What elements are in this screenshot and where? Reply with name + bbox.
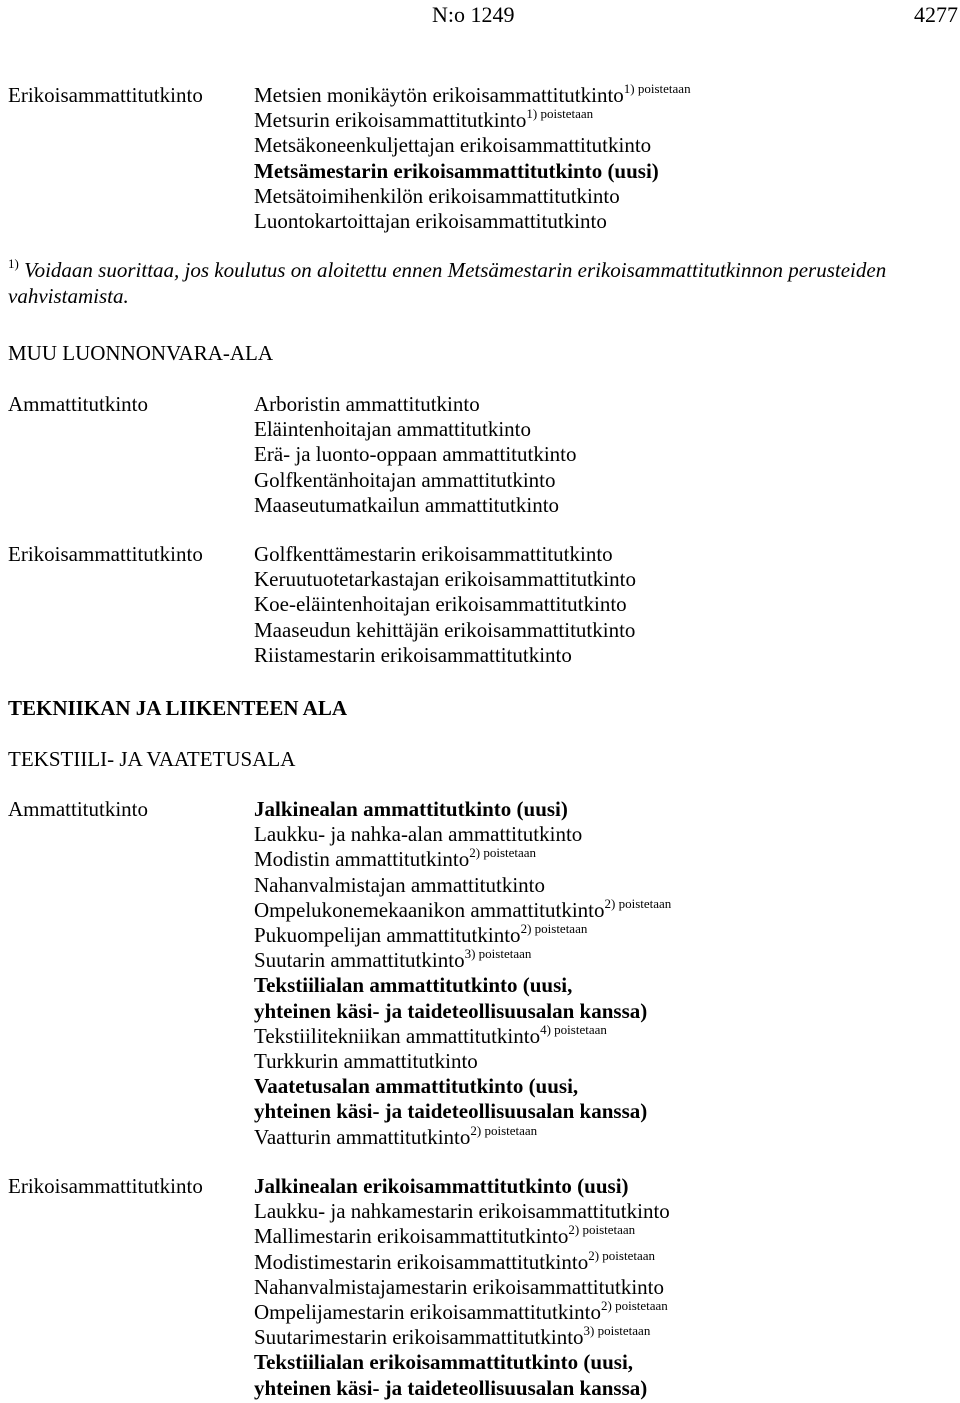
footnote-reference: 2) poistetaan xyxy=(568,1222,636,1238)
qualification-item xyxy=(254,83,958,108)
section-heading xyxy=(8,746,958,772)
qualification-item xyxy=(254,567,958,592)
qualification-name: Turkkurin ammattitutkinto xyxy=(254,1049,478,1074)
qualification-item xyxy=(254,1247,958,1275)
qualification-item xyxy=(254,1275,958,1300)
qualification-item xyxy=(254,1199,958,1224)
qualification-name: Riistamestarin erikoisammattitutkinto xyxy=(254,642,572,667)
qualification-item xyxy=(254,542,958,567)
qualification-list xyxy=(254,83,958,234)
qualification-list xyxy=(254,797,958,1150)
qualification-item xyxy=(254,468,958,493)
section-heading xyxy=(8,340,958,366)
qualification-name: Jalkinealan ammattitutkinto (uusi) xyxy=(254,797,568,821)
qualification-list xyxy=(254,542,958,668)
qualification-item xyxy=(254,973,958,998)
qualification-item xyxy=(254,873,958,898)
qualification-item xyxy=(254,1376,958,1401)
qualification-name: Ompelijamestarin erikoisammattitutkinto xyxy=(254,1300,602,1325)
qualification-item xyxy=(254,797,958,822)
qualification-item xyxy=(254,1224,958,1249)
qualification-item xyxy=(254,618,958,643)
qualification-list xyxy=(254,1174,958,1401)
qualification-item xyxy=(254,108,958,133)
qualification-item xyxy=(254,1074,958,1099)
qualification-item xyxy=(254,1174,958,1199)
section-title-tekstiili: TEKSTIILI- JA VAATETUSALA xyxy=(8,747,296,771)
qualification-item xyxy=(254,1122,958,1150)
qualification-name: Laukku- ja nahkamestarin erikoisammattitutkinto xyxy=(254,1199,670,1224)
qualification-name: Suutarimestarin erikoisammattitutkinto xyxy=(254,1325,584,1350)
qualification-name: Metsämestarin erikoisammattitutkinto (uusi) xyxy=(254,158,659,183)
qualification-name: Eläintenhoitajan ammattitutkinto xyxy=(254,417,532,442)
footnote-reference: 2) poistetaan xyxy=(588,1247,656,1263)
qualification-type-label: Ammattitutkinto xyxy=(8,797,148,821)
qualification-name: yhteinen käsi- ja taideteollisuusalan kanssa) xyxy=(254,1375,648,1400)
qualification-name: Laukku- ja nahka-alan ammattitutkinto xyxy=(254,822,583,847)
qualification-name: Arboristin ammattitutkinto xyxy=(254,392,480,416)
qualification-item xyxy=(254,923,958,948)
qualification-item xyxy=(254,948,958,973)
qualification-name: Keruutuotetarkastajan erikoisammattitutkinto xyxy=(254,567,636,592)
qualification-name: Suutarin ammattitutkinto xyxy=(254,948,465,973)
qualification-item xyxy=(254,999,958,1024)
qualification-name: Metsien monikäytön erikoisammattitutkinto xyxy=(254,83,624,107)
page-header xyxy=(0,2,960,30)
footnote xyxy=(8,257,958,309)
footnote-reference: 2) poistetaan xyxy=(601,1298,668,1314)
qualification-list xyxy=(254,392,958,518)
qualification-name: Metsurin erikoisammattitutkinto xyxy=(254,108,527,133)
footnote-reference: 2) poistetaan xyxy=(469,845,537,861)
qualification-name: Luontokartoittajan erikoisammattitutkinto xyxy=(254,209,607,234)
qualification-item xyxy=(254,592,958,617)
qualification-name: Metsätoimihenkilön erikoisammattitutkinto xyxy=(254,183,620,208)
qualification-type-label: Ammattitutkinto xyxy=(8,392,148,416)
qualification-type-label: Erikoisammattitutkinto xyxy=(8,1174,203,1198)
qualification-name: Vaatetusalan ammattitutkinto (uusi, xyxy=(254,1074,579,1099)
qualification-item xyxy=(254,209,958,234)
qualification-name: Pukuompelijan ammattitutkinto xyxy=(254,923,521,948)
section-heading xyxy=(8,695,958,721)
qualification-item xyxy=(254,1300,958,1325)
qualification-name: Jalkinealan erikoisammattitutkinto (uusi) xyxy=(254,1174,629,1198)
qualification-name: Tekstiilialan erikoisammattitutkinto (uusi, xyxy=(254,1350,634,1375)
qualification-name: Mallimestarin erikoisammattitutkinto xyxy=(254,1224,569,1249)
qualification-name: Erä- ja luonto-oppaan ammattitutkinto xyxy=(254,442,577,467)
qualification-item xyxy=(254,1049,958,1074)
qualification-name: Koe-eläintenhoitajan erikoisammattitutkinto xyxy=(254,592,627,617)
qualification-item xyxy=(254,847,958,872)
qualification-type-label: Erikoisammattitutkinto xyxy=(8,542,203,566)
qualification-name: Modistin ammattitutkinto xyxy=(254,847,470,872)
section-title-tekniikan: TEKNIIKAN JA LIIKENTEEN ALA xyxy=(8,696,348,720)
qualification-name: Golfkentänhoitajan ammattitutkinto xyxy=(254,467,556,492)
section-title-muu-luonnonvara: MUU LUONNONVARA-ALA xyxy=(8,341,274,365)
qualification-item xyxy=(254,643,958,668)
qualification-item xyxy=(254,184,958,209)
qualification-name: Ompelukonemekaanikon ammattitutkinto xyxy=(254,897,605,922)
footnote-text: Voidaan suorittaa, jos koulutus on aloitettu ennen Metsämestarin erikoisammattitutkinnon perusteiden vahvistamista. xyxy=(8,258,887,308)
qualification-item xyxy=(254,159,958,184)
forestry-specialist-block xyxy=(8,83,958,234)
qualification-name: Modistimestarin erikoisammattitutkinto xyxy=(254,1249,589,1274)
footnote-reference: 3) poistetaan xyxy=(583,1323,651,1339)
qualification-name: yhteinen käsi- ja taideteollisuusalan kanssa) xyxy=(254,998,648,1023)
qualification-name: yhteinen käsi- ja taideteollisuusalan kanssa) xyxy=(254,1099,648,1124)
textile-specialist-block xyxy=(8,1174,958,1401)
qualification-name: Tekstiilitekniikan ammattitutkinto xyxy=(254,1023,541,1048)
qualification-name: Golfkenttämestarin erikoisammattitutkinto xyxy=(254,542,613,566)
footnote-reference: 2) poistetaan xyxy=(470,1122,538,1138)
muu-specialist-block xyxy=(8,542,958,668)
qualification-item xyxy=(254,822,958,847)
qualification-name: Tekstiilialan ammattitutkinto (uusi, xyxy=(254,973,573,998)
qualification-item xyxy=(254,895,958,923)
footnote-reference: 1) poistetaan xyxy=(623,81,691,96)
footnote-reference: 1) poistetaan xyxy=(526,106,594,122)
qualification-name: Maaseudun kehittäjän erikoisammattitutkinto xyxy=(254,617,636,642)
statute-number: N:o 1249 xyxy=(432,2,515,27)
qualification-item xyxy=(254,133,958,158)
qualification-item xyxy=(254,417,958,442)
footnote-reference: 4) poistetaan xyxy=(540,1021,607,1037)
qualification-name: Vaatturin ammattitutkinto xyxy=(254,1124,471,1149)
qualification-name: Metsäkoneenkuljettajan erikoisammattitutkinto xyxy=(254,133,652,158)
footnote-reference: 2) poistetaan xyxy=(520,921,588,937)
qualification-item xyxy=(254,493,958,518)
qualification-item xyxy=(254,392,958,417)
footnote-reference: 2) poistetaan xyxy=(604,895,672,911)
footnote-marker: 1) xyxy=(8,256,19,271)
qualification-item xyxy=(254,1350,958,1375)
page-number: 4277 xyxy=(914,2,958,27)
qualification-type-label: Erikoisammattitutkinto xyxy=(8,83,203,107)
qualification-item xyxy=(254,1325,958,1350)
qualification-item xyxy=(254,1021,958,1049)
textile-vocational-block xyxy=(8,797,958,1150)
qualification-name: Maaseutumatkailun ammattitutkinto xyxy=(254,492,560,517)
qualification-item xyxy=(254,1099,958,1124)
muu-vocational-block xyxy=(8,392,958,518)
qualification-item xyxy=(254,442,958,467)
qualification-name: Nahanvalmistajamestarin erikoisammattitutkinto xyxy=(254,1274,664,1299)
qualification-name: Nahanvalmistajan ammattitutkinto xyxy=(254,872,546,897)
footnote-reference: 3) poistetaan xyxy=(464,946,532,962)
